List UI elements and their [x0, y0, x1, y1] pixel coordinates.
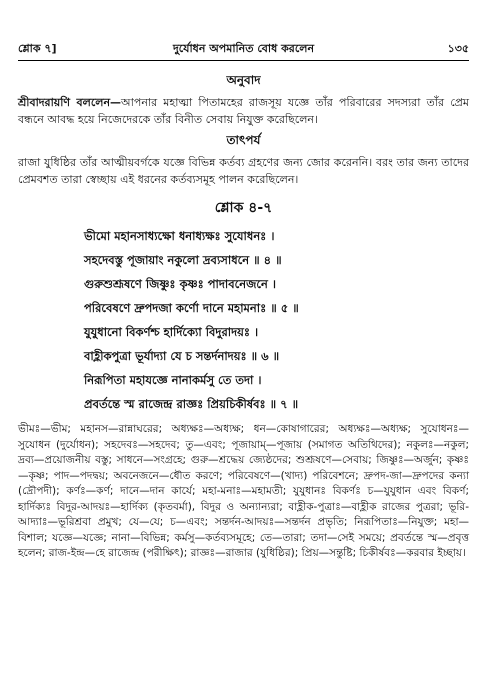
- verse-line: সহদেবস্তু পূজায়াং নকুলো দ্রব্যসাধনে ॥ ৪ ॥: [84, 253, 282, 267]
- header-rule: [18, 60, 469, 61]
- page-number: ১৩৫: [447, 42, 469, 55]
- page-content: [18, 68, 469, 572]
- verse-line: যুযুধানো বিকর্ণশ্চ হার্দিক্যো বিদুরাদয়ঃ ।: [84, 325, 259, 339]
- translation-lead: শ্রীবাদরায়ণি বললেন—: [18, 96, 122, 109]
- page-header: [18, 40, 469, 62]
- translation-heading: অনুবাদ: [226, 73, 261, 87]
- verse-text: [84, 224, 469, 416]
- verse-line: ভীমো মহানসাধ্যক্ষো ধনাধ্যক্ষঃ সুযোধনঃ ।: [84, 229, 275, 243]
- verse-line: বাহ্লীকপুত্রা ভূর্যাদ্যা যে চ সন্তর্দনাদয়ঃ ॥ ৬ ॥: [84, 349, 280, 363]
- translation-body: আপনার মহাত্মা পিতামহের রাজসূয় যজ্ঞে তাঁর পরিবারের সদস্যরা তাঁর প্রেম বন্ধনে আবদ্ধ হয়ে নিজেদেরকে তাঁর বিনীত সেবায় নিযুক্ত করেছিলেন।: [18, 96, 469, 126]
- verse-line: গুরুশুশ্রূষণে জিষ্ণুঃ কৃষ্ণঃ পাদাবনেজনে ।: [84, 277, 277, 291]
- verse-reference: শ্লোক ৭]: [18, 42, 57, 55]
- purport-text: রাজা যুধিষ্ঠির তাঁর আত্মীয়বর্গকে যজ্ঞে বিভিন্ন কর্তব্য গ্রহণের জন্য জোর করেননি। বরং তার জন্য তাদের প্রেমবশত তারা স্বেচ্ছায় এই ধরনের কর্তব্যসমূহ পালন করেছিলেন।: [18, 156, 469, 186]
- purport-heading: তাৎপর্য: [226, 133, 261, 147]
- verse-line: প্রবর্তন্তে স্ম রাজেন্দ্র রাজ্ঞঃ প্রিয়চিকীর্ষবঃ ॥ ৭ ॥: [84, 397, 299, 411]
- verse-line: পরিবেষণে দ্রুপদজা কর্ণো দানে মহামনাঃ ॥ ৫ ॥: [84, 301, 299, 315]
- verse-heading: শ্লোক ৪-৭: [214, 200, 273, 216]
- verse-line: নিরূপিতা মহাযজ্ঞে নানাকর্মসু তে তদা ।: [84, 373, 262, 387]
- synonyms-text: ভীমঃ—ভীম; মহানস—রান্নাঘরের; অধ্যক্ষঃ—অধ্যক্ষ; ধন—কোষাগারের; অধ্যক্ষঃ—অধ্যক্ষ; সুযোধনঃ—সুযোধন (দুর্যোধন); সহদেবঃ—সহদেব; তু—এবং; পূজায়াম্—পূজায় (সমাগত অতিথিদের); নকুলঃ—নকুল; দ্রব্য—প্রয়োজনীয় বস্তু; সাধনে—সংগ্রহে; গুরু—শ্রদ্ধেয় জ্যেষ্ঠদের; শুশ্রূষণে—সেবায়; জিষ্ণুঃ—অর্জুন; কৃষ্ণঃ—কৃষ্ণ; পাদ—পদদ্বয়; অবনেজনে—ধৌত করণে; পরিবেষণে—(খাদ্য) পরিবেশনে; দ্রুপদ-জা—দ্রুপদের কন্যা (দ্রৌপদী); কর্ণঃ—কর্ণ; দানে—দান কার্যে; মহা-মনাঃ—মহামতী; যুযুধানঃ বিকর্ণঃ চ—যুযুধান এবং বিকর্ণ; হার্দিক্যঃ বিদুর-আদয়ঃ—হার্দিক্য (কৃতবর্মা), বিদুর ও অন্যান্যরা; বাহ্লীক-পুত্রাঃ—বাহ্লীক রাজের পুত্ররা; ভূরি-আদ্যাঃ—ভূরিশ্রবা প্রমুখ; যে—যে; চ—এবং; সন্তর্দন-আদয়ঃ—সন্তর্দন প্রভৃতি; নিরূপিতাঃ—নিযুক্ত; মহা—বিশাল; যজ্ঞে—যজ্ঞে; নানা—বিভিন্ন; কর্মসু—কর্তব্যসমূহে; তে—তারা; তদা—সেই সময়ে; প্রবর্তন্তে স্ম—প্রবৃত্ত হলেন; রাজ-ইন্দ্র—হে রাজেন্দ্র (পরীক্ষিৎ); রাজ্ঞঃ—রাজার (যুধিষ্ঠির); প্রিয়—সন্তুষ্টি; চিকীর্ষবঃ—করবার ইচ্ছায়।: [18, 423, 469, 559]
- translation-text: [18, 95, 469, 128]
- chapter-title: দুর্যোধন অপমানিত বোধ করলেন: [172, 42, 315, 55]
